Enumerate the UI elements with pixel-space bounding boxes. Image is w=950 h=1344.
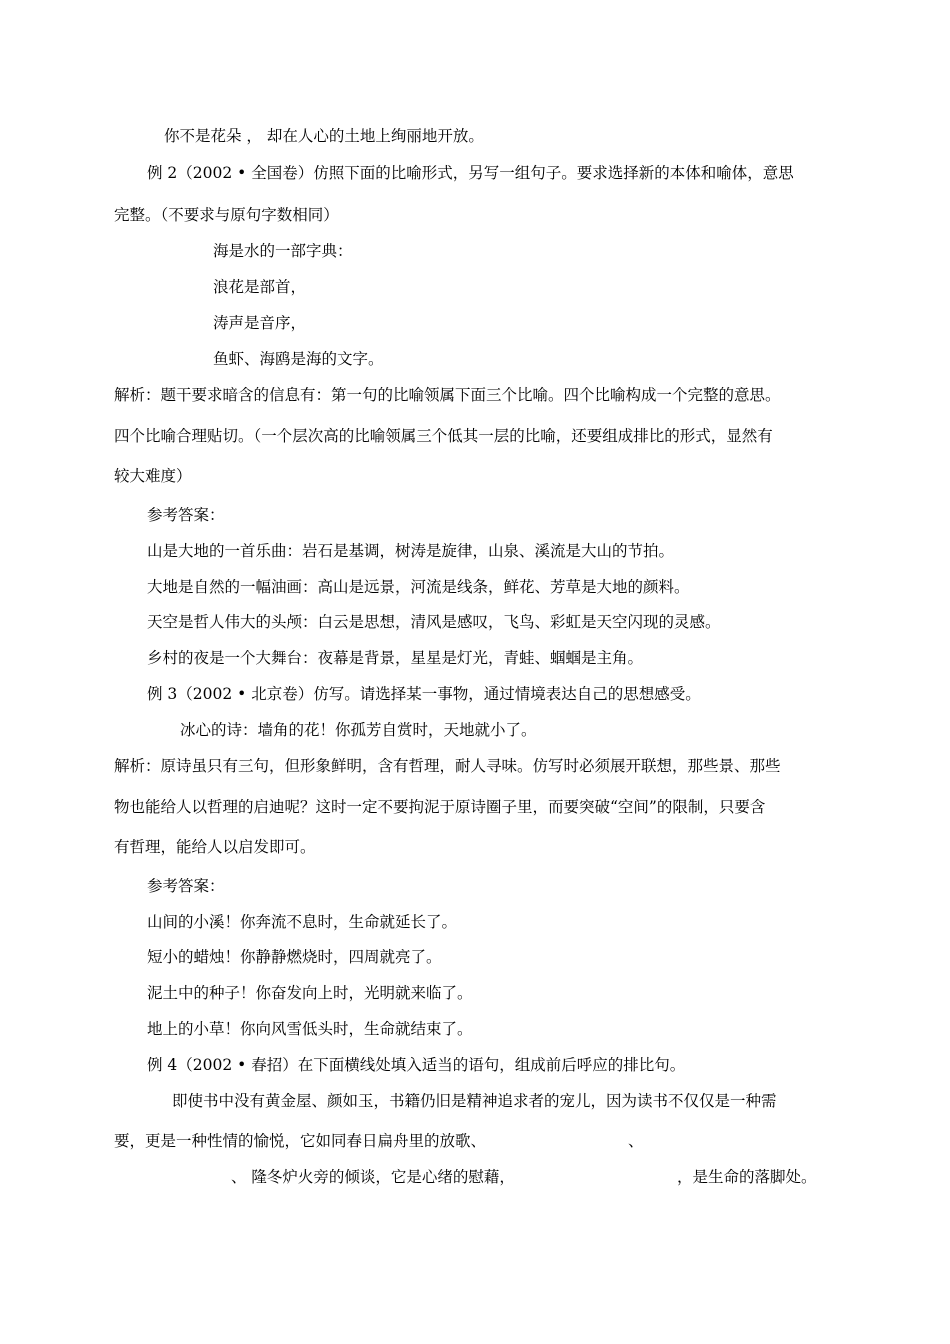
answer-line: 天空是哲人伟大的头颅：白云是思想，清风是感叹，飞鸟、彩虹是天空闪现的灵感。 (147, 613, 721, 631)
text-segment: ，是生命的落脚处。 (676, 1168, 817, 1186)
example-2-heading: 例 2（2002 • 全国卷）仿照下面的比喻形式，另写一组句子。要求选择新的本体和喻体，意思 (147, 164, 794, 182)
text-line (114, 1131, 644, 1151)
text-line (231, 1167, 816, 1187)
answer-line: 山间的小溪！你奔流不息时，生命就延长了。 (147, 913, 458, 931)
answer-line: 短小的蜡烛！你静静燃烧时，四周就亮了。 (147, 948, 442, 966)
analysis-line: 解析：原诗虽只有三句，但形象鲜明，含有哲理，耐人寻味。仿写时必须展开联想，那些景、那些 (114, 757, 781, 775)
answer-line: 乡村的夜是一个大舞台：夜幕是背景，星星是灯光，青蛙、蝈蝈是主角。 (147, 649, 644, 667)
text-segment: 、 隆冬炉火旁的倾谈，它是心绪的慰藉， (231, 1168, 515, 1186)
analysis-line: 解析：题干要求暗含的信息有：第一句的比喻领属下面三个比喻。四个比喻构成一个完整的意思。 (114, 386, 781, 404)
answer-line: 地上的小草！你向风雪低头时，生命就结束了。 (147, 1020, 473, 1038)
answer-line: 山是大地的一首乐曲：岩石是基调，树涛是旋律，山泉、溪流是大山的节拍。 (147, 542, 675, 560)
analysis-line: 有哲理，能给人以启发即可。 (114, 838, 316, 856)
example-4-heading: 例 4（2002 • 春招）在下面横线处填入适当的语句，组成前后呼应的排比句。 (147, 1056, 686, 1074)
poem-line: 浪花是部首， (213, 278, 307, 296)
answer-heading: 参考答案： (147, 877, 225, 895)
text-line: 即使书中没有黄金屋、颜如玉，书籍仍旧是精神追求者的宠儿，因为读书不仅仅是一种需 (172, 1092, 777, 1110)
analysis-line: 较大难度） (114, 467, 192, 485)
text-segment: 要，更是一种性情的愉悦，它如同春日扁舟里的放歌、 (114, 1132, 487, 1150)
example-3-heading: 例 3（2002 • 北京卷）仿写。请选择某一事物，通过情境表达自己的思想感受。 (147, 685, 701, 703)
answer-line: 大地是自然的一幅油画：高山是远景，河流是线条，鲜花、芳草是大地的颜料。 (147, 578, 690, 596)
answer-line: 泥土中的种子！你奋发向上时，光明就来临了。 (147, 984, 473, 1002)
answer-heading: 参考答案： (147, 506, 225, 524)
text-line: 完整。（不要求与原句字数相同） (114, 206, 339, 224)
analysis-line: 四个比喻合理贴切。（一个层次高的比喻领属三个低其一层的比喻，还要组成排比的形式，显然有 (114, 427, 773, 445)
poem-line: 涛声是音序， (213, 314, 307, 332)
analysis-line: 物也能给人以哲理的启迪呢？这时一定不要拘泥于原诗圈子里，而要突破“空间”的限制，只要含 (114, 798, 766, 816)
text-line: 你不是花朵 ， 却在人心的土地上绚丽地开放。 (164, 127, 484, 145)
poem-line: 冰心的诗：墙角的花！你孤芳自赏时，天地就小了。 (180, 721, 537, 739)
poem-line: 鱼虾、海鸥是海的文字。 (213, 350, 384, 368)
poem-line: 海是水的一部字典： (213, 242, 353, 260)
text-segment: 、 (628, 1132, 644, 1150)
